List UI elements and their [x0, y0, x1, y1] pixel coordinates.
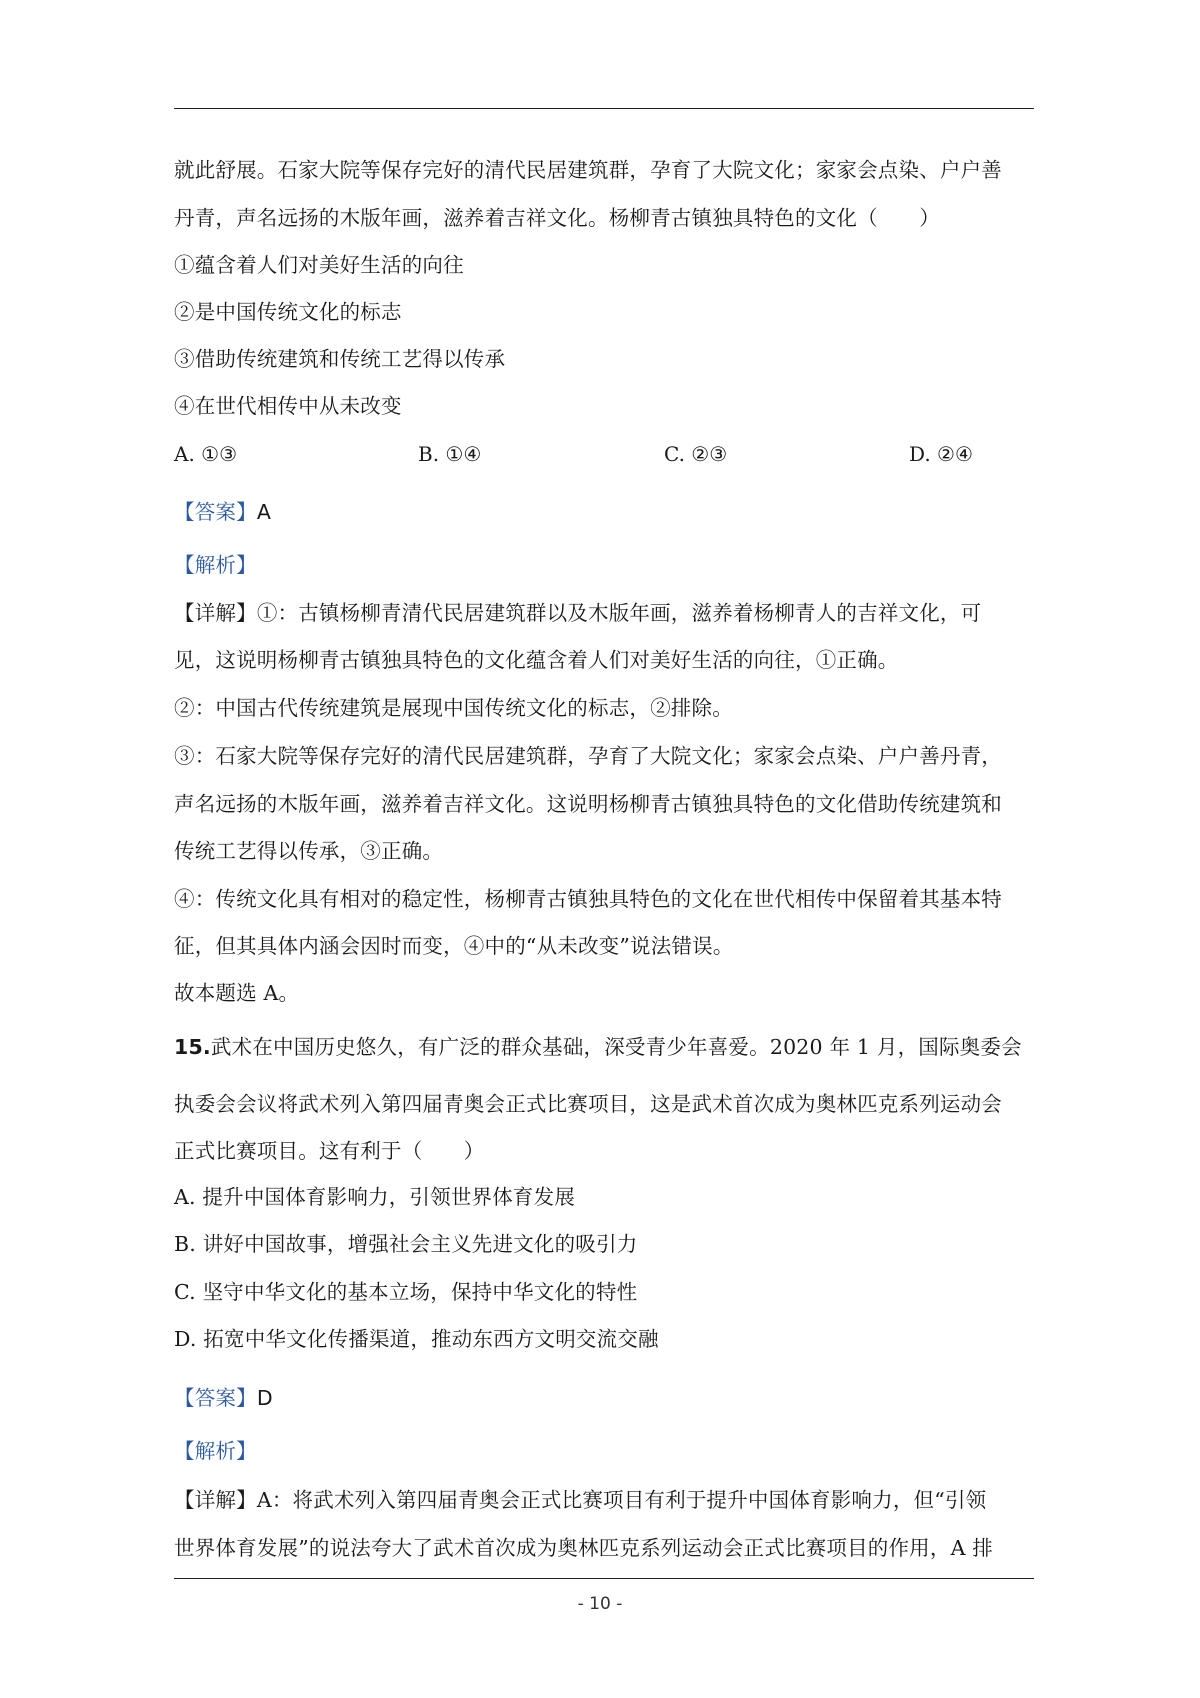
q14-explanation-line-6: 传统工艺得以传承，③正确。 — [174, 839, 444, 863]
q14-explanation-line-4: ③：石家大院等保存完好的清代民居建筑群，孕育了大院文化；家家会点染、户户善丹青， — [174, 744, 1002, 768]
q14-analysis — [174, 550, 1038, 580]
analysis-label: 【解析】 — [174, 553, 257, 577]
q14-stem-line-1: 就此舒展。石家大院等保存完好的清代民居建筑群，孕育了大院文化；家家会点染、户户善 — [174, 158, 1002, 182]
q14-explanation-line-1 — [174, 598, 1038, 628]
q15-analysis — [174, 1436, 1038, 1466]
q14-explanation-line-2: 见，这说明杨柳青古镇独具特色的文化蕴含着人们对美好生活的向往，①正确。 — [174, 648, 899, 672]
q15-option-a: A. 提升中国体育影响力，引领世界体育发展 — [174, 1185, 576, 1209]
q15-explanation-line-2: 世界体育发展”的说法夸大了武术首次成为奥林匹克系列运动会正式比赛项目的作用，A 排 — [174, 1536, 993, 1560]
q14-item-2: ②是中国传统文化的标志 — [174, 300, 402, 324]
analysis-label: 【解析】 — [174, 1439, 257, 1463]
q14-stem-line-2: 丹青，声名远扬的木版年画，滋养着吉祥文化。杨柳青古镇独具特色的文化（ ） — [174, 206, 940, 230]
q14-item-1: ①蕴含着人们对美好生活的向往 — [174, 253, 464, 277]
q15-answer — [174, 1383, 1038, 1413]
q14-option-b: B. ①④ — [418, 442, 482, 466]
q14-option-c: C. ②③ — [664, 442, 728, 466]
page-number: - 10 - — [577, 1594, 623, 1614]
q15-stem-line-3: 正式比赛项目。这有利于（ ） — [174, 1139, 485, 1163]
question-number: 15. — [174, 1035, 211, 1059]
answer-value: A — [256, 500, 272, 524]
q14-explanation-line-5: 声名远扬的木版年画，滋养着吉祥文化。这说明杨柳青古镇独具特色的文化借助传统建筑和 — [174, 792, 1002, 816]
q15-option-b: B. 讲好中国故事，增强社会主义先进文化的吸引力 — [174, 1232, 638, 1256]
answer-label: 【答案】 — [174, 500, 257, 524]
detail-label: 【详解】 — [174, 1488, 257, 1512]
q14-explanation-line-8: 征，但其具体内涵会因时而变，④中的“从未改变”说法错误。 — [174, 934, 734, 958]
q15-stem-line-2: 执委会会议将武术列入第四届青奥会正式比赛项目，这是武术首次成为奥林匹克系列运动会 — [174, 1092, 1002, 1116]
q14-item-4: ④在世代相传中从未改变 — [174, 394, 402, 418]
q15-option-d: D. 拓宽中华文化传播渠道，推动东西方文明交流交融 — [174, 1327, 659, 1351]
explanation-text: A：将武术列入第四届青奥会正式比赛项目有利于提升中国体育影响力，但“引领 — [256, 1488, 987, 1512]
q14-conclusion: 故本题选 A。 — [174, 981, 300, 1005]
q15-explanation-line-1 — [174, 1485, 1038, 1515]
header-rule — [174, 108, 1034, 109]
footer-rule — [174, 1578, 1034, 1579]
q14-answer — [174, 497, 1038, 527]
q15-stem-line-1 — [174, 1032, 1038, 1062]
q14-option-a: A. ①③ — [174, 442, 238, 466]
q14-item-3: ③借助传统建筑和传统工艺得以传承 — [174, 347, 506, 371]
q15-stem-text: 武术在中国历史悠久，有广泛的群众基础，深受青少年喜爱。2020 年 1 月，国际奥委会 — [210, 1035, 1022, 1059]
explanation-text: ①：古镇杨柳青清代民居建筑群以及木版年画，滋养着杨柳青人的吉祥文化，可 — [256, 601, 982, 625]
q14-options — [174, 439, 1034, 469]
answer-label: 【答案】 — [174, 1386, 257, 1410]
q15-option-c: C. 坚守中华文化的基本立场，保持中华文化的特性 — [174, 1280, 638, 1304]
q14-option-d: D. ②④ — [909, 442, 973, 466]
q14-explanation-line-3: ②：中国古代传统建筑是展现中国传统文化的标志，②排除。 — [174, 696, 733, 720]
q14-explanation-line-7: ④：传统文化具有相对的稳定性，杨柳青古镇独具特色的文化在世代相传中保留着其基本特 — [174, 887, 1002, 911]
detail-label: 【详解】 — [174, 601, 257, 625]
answer-value: D — [256, 1386, 273, 1410]
